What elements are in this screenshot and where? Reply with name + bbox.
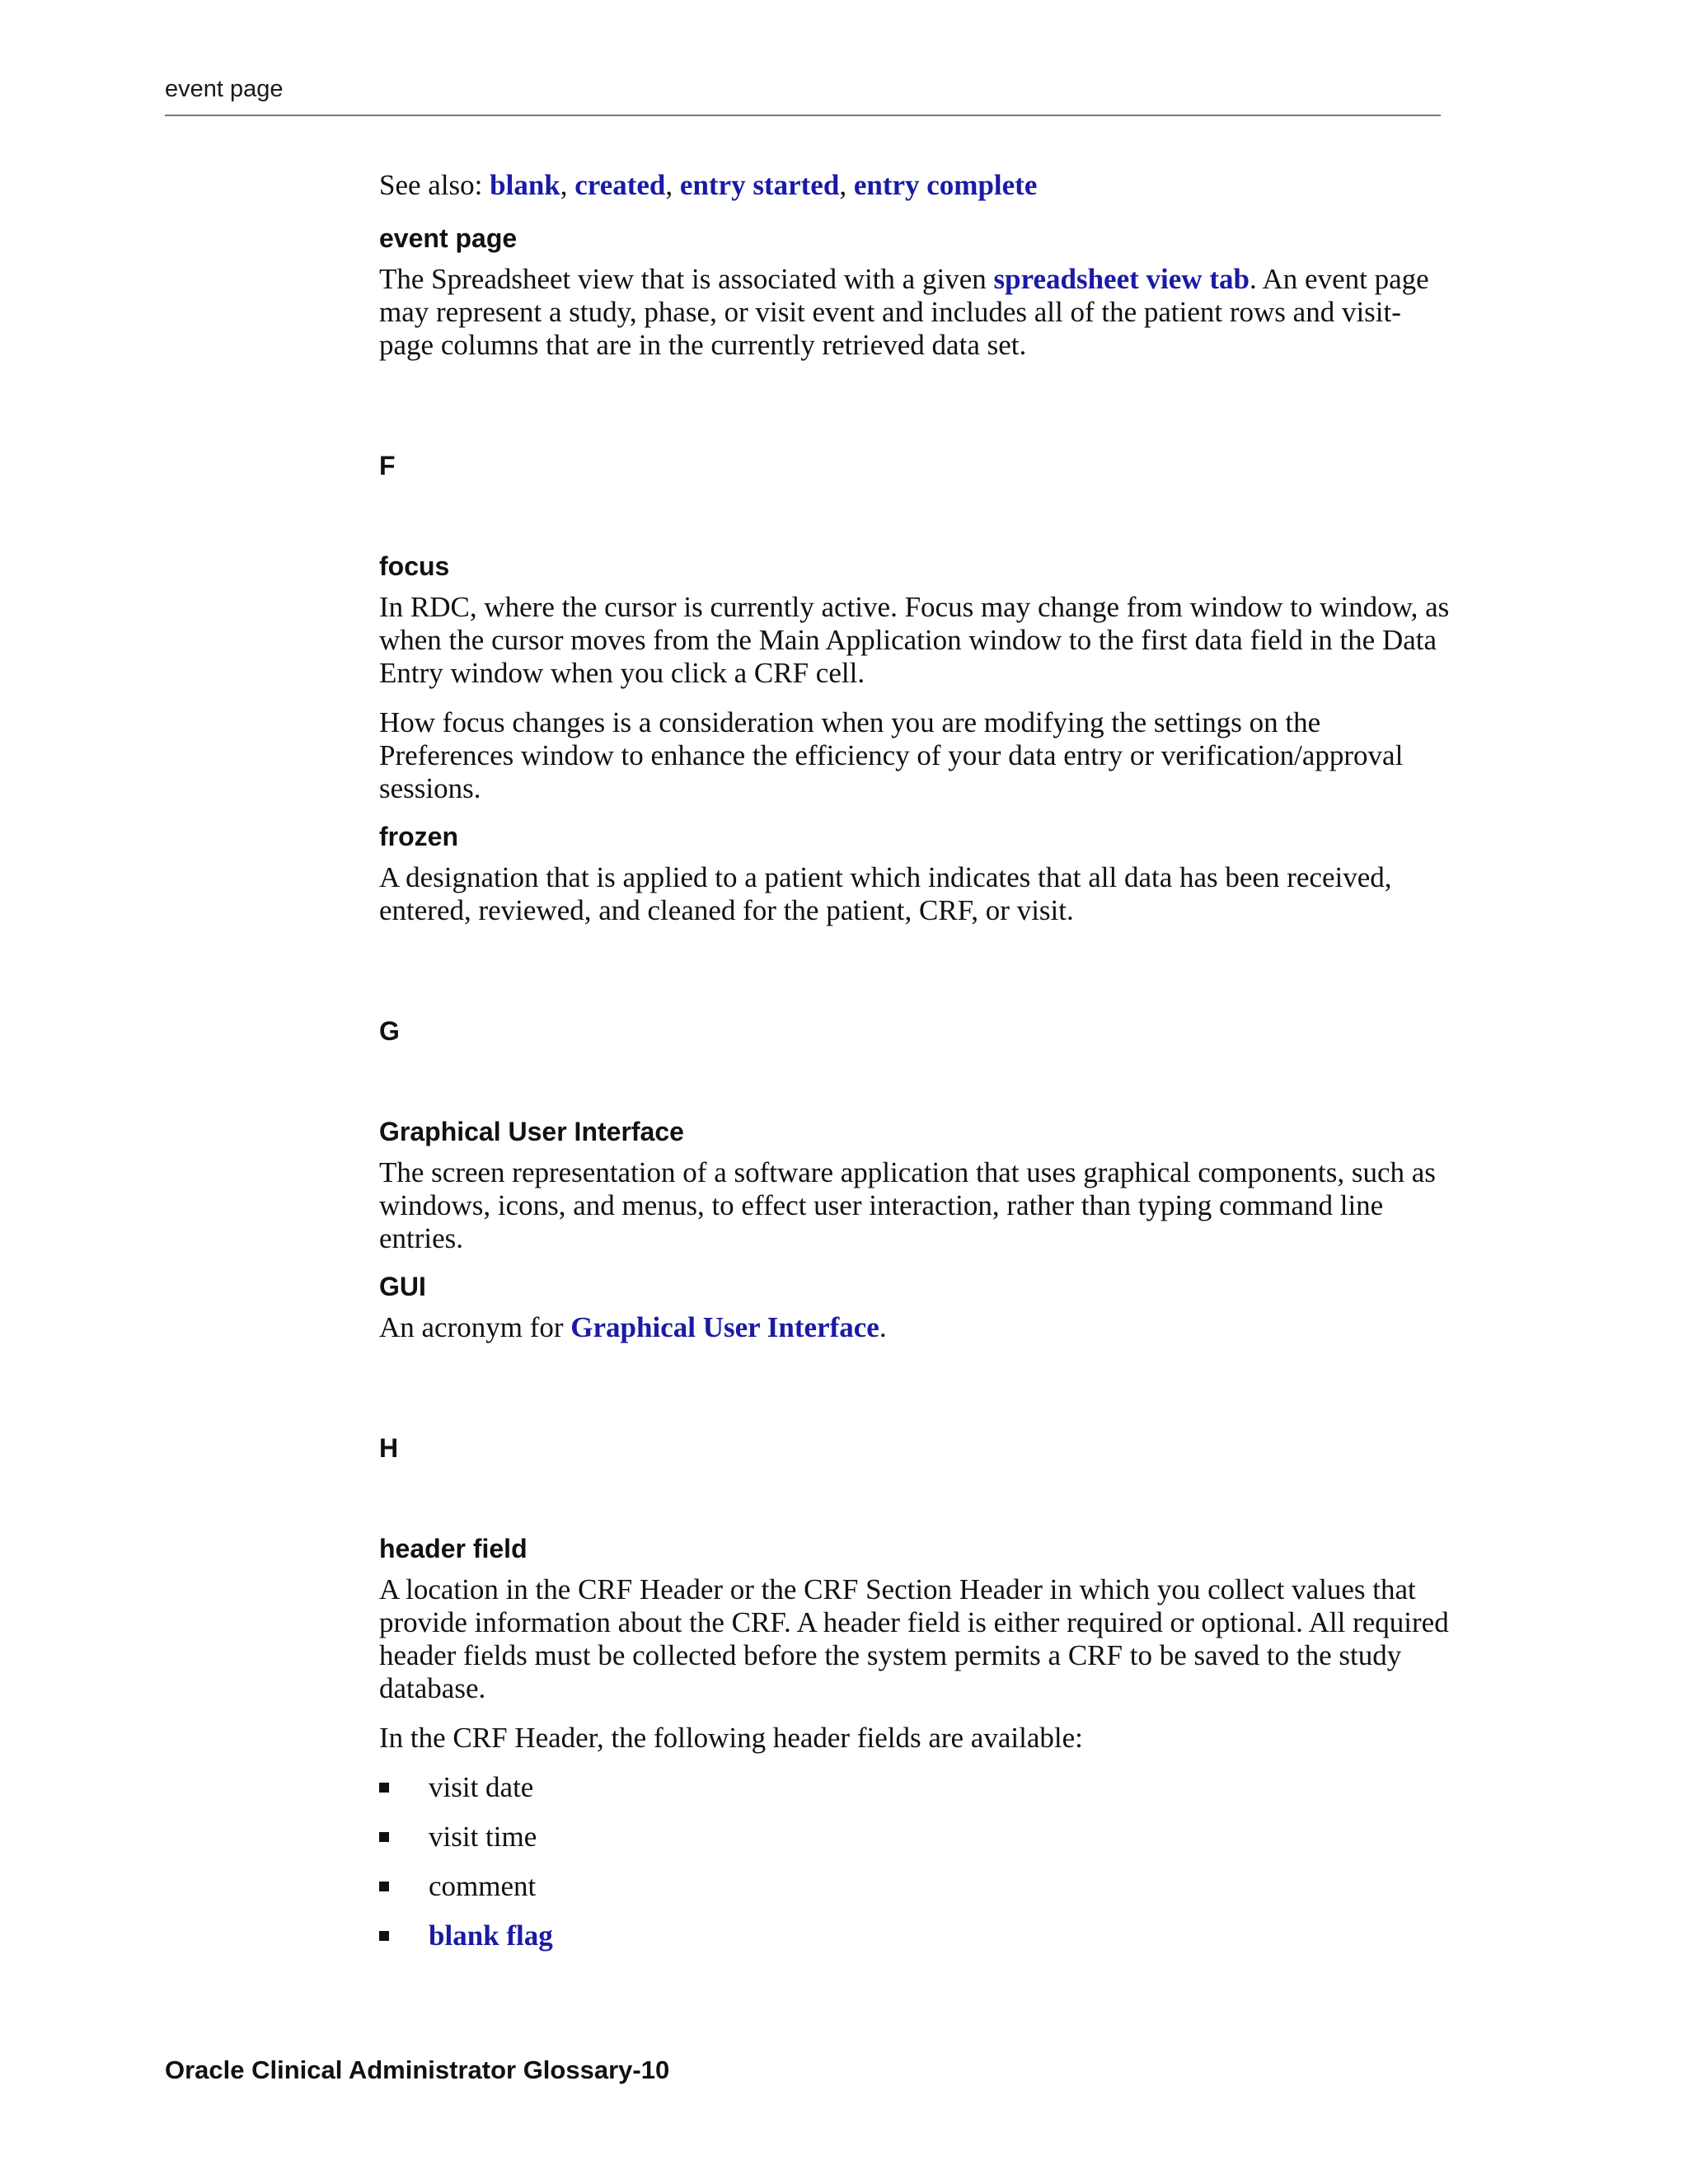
header-field-list	[379, 1771, 1451, 1952]
list-item	[379, 1771, 1451, 1804]
entry-focus	[379, 551, 1451, 805]
see-also-link-created[interactable]: created	[574, 169, 666, 201]
term-heading: focus	[379, 551, 450, 581]
list-item	[379, 1870, 1451, 1903]
definition-paragraph: In RDC, where the cursor is currently active. Focus may change from window to window, as when the cursor moves from the Main Application window to the first data field in the Data Entry window when you click a CRF cell.	[379, 591, 1450, 689]
entry-header-field	[379, 1534, 1451, 1952]
square-bullet-icon	[379, 1783, 389, 1793]
square-bullet-icon	[379, 1931, 389, 1941]
definition-text: An acronym for	[379, 1311, 571, 1343]
definition-paragraph: How focus changes is a consideration when you are modifying the settings on the Preferences window to enhance the efficiency of your data entry or verification/approval sessions.	[379, 706, 1404, 804]
see-also-line: See also: blank, created, entry started, entry complete	[379, 169, 1038, 201]
entry-gui	[379, 1272, 1451, 1344]
entry-event-page	[379, 223, 1451, 362]
term-heading: frozen	[379, 822, 458, 851]
definition-paragraph: In the CRF Header, the following header fields are available:	[379, 1722, 1083, 1754]
link-graphical-user-interface[interactable]: Graphical User Interface	[570, 1311, 879, 1343]
link-spreadsheet-view-tab[interactable]: spreadsheet view tab	[993, 263, 1250, 295]
definition-paragraph	[379, 1311, 1451, 1344]
entry-frozen	[379, 822, 1451, 927]
list-item	[379, 1919, 1451, 1952]
section-letter-h: H	[379, 1433, 399, 1463]
entry-graphical-user-interface	[379, 1117, 1451, 1255]
term-heading: header field	[379, 1534, 528, 1563]
term-heading: event page	[379, 223, 518, 253]
definition-paragraph: A designation that is applied to a patient which indicates that all data has been received, entered, reviewed, and cleaned for the patient, CRF, or visit.	[379, 861, 1392, 926]
section-letter-g: G	[379, 1016, 400, 1046]
glossary-content	[379, 169, 1451, 1969]
page-footer: Oracle Clinical Administrator Glossary-10	[165, 2055, 670, 2084]
term-heading: GUI	[379, 1272, 426, 1301]
definition-text: .	[879, 1311, 887, 1343]
square-bullet-icon	[379, 1882, 389, 1891]
see-also-link-blank[interactable]: blank	[490, 169, 560, 201]
definition-text: The Spreadsheet view that is associated with a given	[379, 263, 994, 295]
list-item-text: visit time	[429, 1821, 537, 1853]
header-rule	[165, 115, 1441, 116]
see-also-prefix: See also:	[379, 169, 483, 201]
square-bullet-icon	[379, 1832, 389, 1842]
see-also-link-entry-complete[interactable]: entry complete	[853, 169, 1038, 201]
link-blank-flag[interactable]: blank flag	[429, 1919, 553, 1952]
definition-paragraph: A location in the CRF Header or the CRF Section Header in which you collect values that provide information about the CRF. A header field is either required or optional. All required header fields must be collected before the system permits a CRF to be saved to the study database.	[379, 1573, 1449, 1704]
definition-text: . An event page may represent a study, phase, or visit event and includes all of the patient rows and visit-page columns that are in the currently retrieved data set.	[379, 263, 1429, 361]
running-header: event page	[165, 76, 284, 102]
list-item-text: comment	[429, 1870, 537, 1902]
list-item	[379, 1821, 1451, 1854]
definition-paragraph: The screen representation of a software application that uses graphical components, such as windows, icons, and menus, to effect user interaction, rather than typing command line entries.	[379, 1156, 1436, 1254]
definition-paragraph	[379, 263, 1451, 362]
list-item-text: visit date	[429, 1771, 534, 1803]
see-also-link-entry-started[interactable]: entry started	[679, 169, 840, 201]
section-letter-f: F	[379, 451, 396, 480]
term-heading: Graphical User Interface	[379, 1117, 684, 1146]
